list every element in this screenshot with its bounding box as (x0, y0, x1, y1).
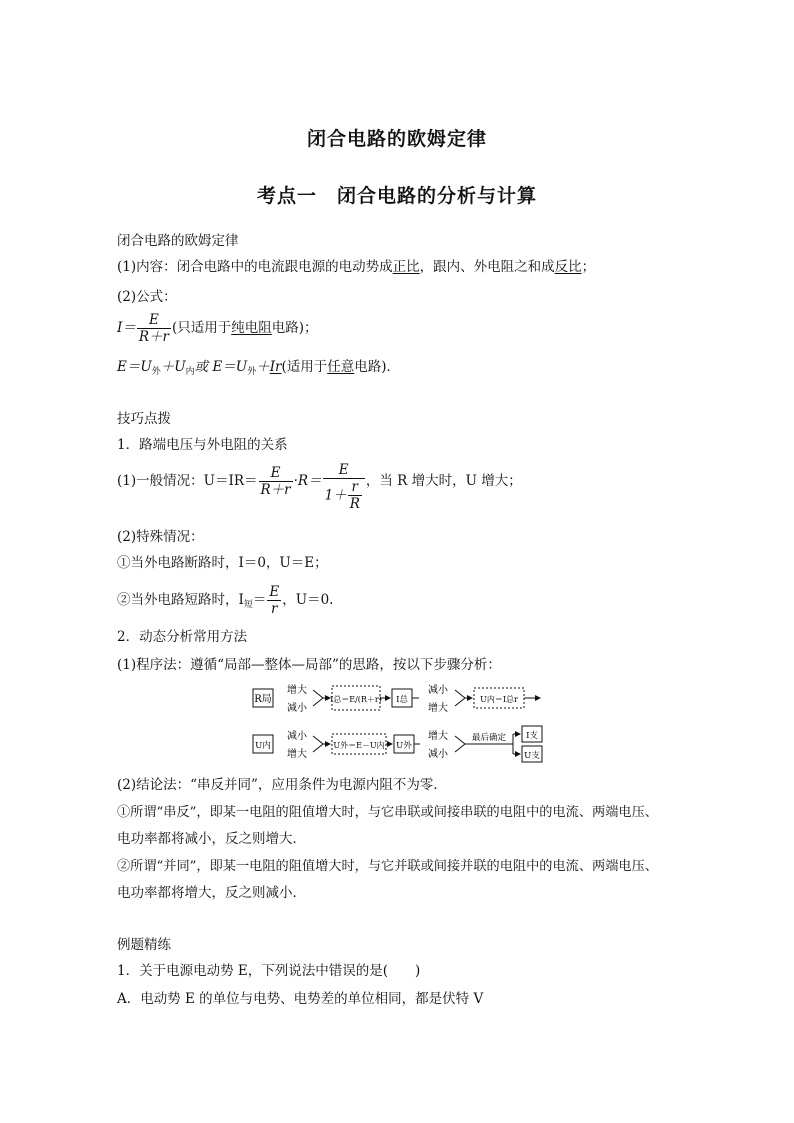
uout-dec-label: 减小 (428, 749, 448, 760)
uout-branch-arrow (455, 736, 465, 752)
formula2-sub-out-2: 外 (247, 367, 257, 377)
uin-dec-label: 减小 (287, 731, 307, 742)
example-question: 1．关于电源电动势 E，下列说法中错误的是( ) (117, 963, 421, 979)
u-in-eq-label: U内＝I总r (480, 695, 518, 704)
u-in-label: U内 (255, 741, 271, 751)
formula2-a: E＝U (117, 359, 152, 375)
r-local-label: R局 (254, 694, 272, 705)
formula1-den: R＋r (138, 329, 169, 345)
i-inc-label: 增大 (428, 703, 448, 714)
formula1-num: E (137, 312, 171, 329)
formula1-note-blank: 纯电阻 (231, 320, 272, 336)
formula2-c: 或 E＝U (194, 359, 248, 375)
i-dec-label: 减小 (428, 685, 448, 696)
example-option-a: A．电动势 E 的单位与电势、电势差的单位相同，都是伏特 V (117, 991, 484, 1007)
general-num: E (259, 465, 293, 482)
short-suffix: ，U＝0. (282, 592, 334, 608)
formula-1 (117, 312, 318, 345)
uin-inc-label: 增大 (287, 749, 307, 760)
short-frac (267, 584, 281, 617)
tips-item-2: 2．动态分析常用方法 (117, 629, 248, 645)
formula2-note-suffix: 电路)． (354, 359, 401, 375)
u-out-eq-label: U外＝E－U内 (333, 741, 385, 750)
u-out-label: U外 (396, 741, 412, 751)
short-den: r (271, 601, 278, 617)
i-total-label: I总＝E/(R＋r) (330, 695, 382, 704)
law-content-mid: ，跟内、外电阻之和成 (419, 259, 555, 275)
tips-heading: 技巧点拨 (117, 411, 171, 427)
formula2-sub-in: 内 (185, 367, 195, 377)
general-inner-den: R (349, 496, 360, 512)
law-blank-inverse: 反比 (554, 259, 582, 275)
general-inner-num: r (348, 479, 362, 496)
formula2-b: ＋U (160, 359, 186, 375)
formula2-d: ＋ (256, 359, 270, 375)
procedure-method: (1)程序法：遵循“局部—整体—局部”的思路，按以下步骤分析： (117, 657, 501, 673)
page-title: 闭合电路的欧姆定律 (306, 128, 487, 150)
general-inner-frac (348, 479, 362, 512)
parallel-rule-line-1: ②所谓“并同”，即某一电阻的阻值增大时，与它并联或间接并联的电阻中的电流、两端电压、 (117, 859, 658, 874)
example-heading: 例题精练 (117, 937, 171, 953)
formula2-sub-out: 外 (151, 367, 161, 377)
uout-inc-label: 增大 (428, 731, 448, 742)
series-rule-line-1: ①所谓“串反”，即某一电阻的阻值增大时，与它串联或间接串联的电阻中的电流、两端电压、 (117, 805, 658, 820)
r-inc-label: 增大 (287, 685, 307, 696)
law-heading: 闭合电路的欧姆定律 (117, 233, 239, 249)
formula2-blank: Ir (269, 359, 282, 375)
general-frac-2 (323, 462, 365, 512)
conclusion-method: (2)结论法：“串反并同”，应用条件为电源内阻不为零． (117, 777, 447, 793)
short-num: E (269, 584, 280, 600)
formula1-note-prefix: (只适用于 (171, 320, 232, 336)
general-den: R＋r (260, 482, 291, 498)
formula-2 (117, 358, 400, 378)
dynamic-analysis-diagram (245, 682, 555, 766)
formula2-note-blank: 任意 (327, 359, 355, 375)
law-content-prefix: (1)内容：闭合电路中的电流跟电源的电动势成 (117, 259, 393, 275)
short-eq: ＝ (252, 592, 267, 608)
finally-label: 最后确定 (471, 733, 507, 743)
general-den2-prefix: 1＋ (324, 487, 347, 504)
series-rule-line-2: 电功率都将减小，反之则增大． (117, 831, 306, 847)
general-case (117, 462, 522, 512)
formula-label: (2)公式： (117, 289, 177, 305)
general-den2 (323, 479, 365, 512)
r-dec-label: 减小 (287, 703, 307, 714)
formula1-fraction (137, 312, 171, 345)
general-num2: E (323, 462, 365, 479)
tips-item-1: 1．路端电压与外电阻的关系 (117, 437, 288, 453)
r-branch-arrow (313, 690, 323, 706)
formula1-lhs: I＝ (117, 320, 136, 336)
formula1-note-suffix: 电路)； (271, 320, 318, 336)
short-circuit (117, 584, 333, 617)
parallel-rule-line-2: 电功率都将增大，反之则减小． (117, 885, 306, 901)
i-branch-arrow (455, 690, 465, 706)
short-prefix: ②当外电路短路时，I (117, 592, 244, 608)
i-branch-label: I支 (526, 731, 538, 741)
u-branch-label: U支 (524, 751, 540, 761)
law-content-suffix: ； (581, 259, 596, 275)
law-blank-proportional: 正比 (392, 259, 420, 275)
formula2-note-prefix: (适用于 (281, 359, 328, 375)
general-prefix: (1)一般情况：U＝IR＝ (117, 473, 258, 489)
general-frac-1 (259, 465, 293, 498)
law-content (117, 258, 595, 276)
section-title: 考点一 闭合电路的分析与计算 (256, 185, 537, 207)
special-label: (2)特殊情况： (117, 529, 204, 545)
general-suffix: ，当 R 增大时，U 增大； (365, 473, 522, 489)
open-circuit: ①当外电路断路时，I＝0，U＝E； (117, 555, 328, 571)
i-total-short-label: I总 (396, 695, 408, 705)
general-mid: ·R＝ (293, 473, 322, 489)
uin-branch-arrow (313, 736, 323, 752)
short-sub: 短 (243, 600, 253, 610)
